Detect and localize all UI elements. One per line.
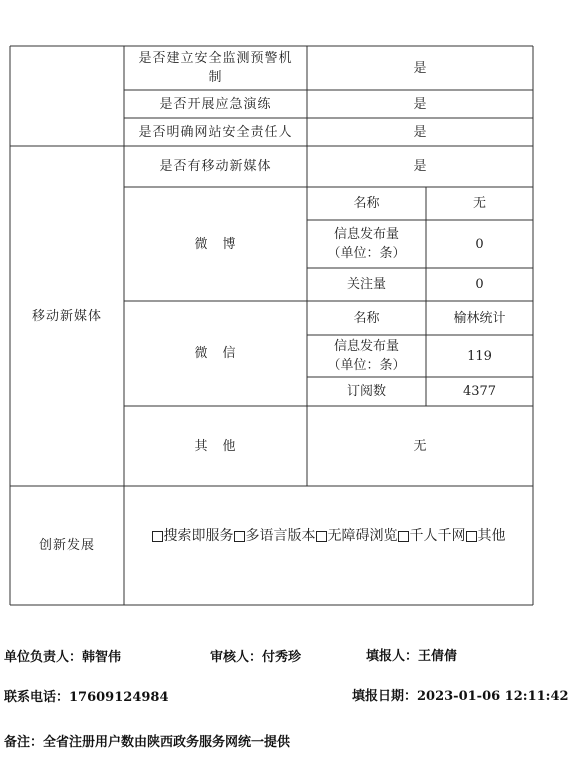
option-label: 无障碍浏览	[327, 527, 398, 544]
option-search-service[interactable]	[152, 527, 234, 546]
other-value: 无	[413, 438, 427, 454]
wechat-posts-label	[307, 335, 426, 377]
weibo-posts-label	[307, 220, 426, 268]
option-label: 搜索即服务	[163, 527, 234, 544]
checkbox-icon	[234, 531, 245, 542]
weibo-posts-label-line2: （单位：条）	[327, 246, 406, 261]
warning-value: 是	[413, 60, 427, 76]
innovation-option-row	[152, 527, 506, 546]
wechat-name-value: 榆林统计	[453, 310, 506, 326]
weibo-posts-label-line1: 信息发布量	[333, 227, 399, 242]
media-group-label: 移动新媒体	[31, 308, 102, 324]
drill-value: 是	[413, 96, 427, 112]
wechat-posts-label-line2: （单位：条）	[327, 358, 406, 373]
option-multilingual[interactable]	[234, 527, 316, 546]
checkbox-icon	[152, 531, 163, 542]
checkbox-icon	[398, 531, 409, 542]
option-label: 多语言版本	[245, 527, 316, 544]
weibo-follow-label: 关注量	[346, 277, 386, 292]
fill-date: 填报日期：2023-01-06 12:11:42	[352, 689, 569, 704]
innovation-label: 创新发展	[38, 538, 95, 553]
option-label: 其他	[477, 527, 506, 544]
contact-phone: 联系电话：17609124984	[4, 690, 169, 705]
warning-label: 是否建立安全监测预警机制	[138, 51, 293, 85]
option-other[interactable]	[466, 527, 506, 546]
option-accessibility[interactable]	[316, 527, 398, 546]
weibo-label: 微 博	[194, 236, 237, 252]
other-label: 其 他	[194, 438, 237, 454]
wechat-subs-label: 订阅数	[346, 384, 386, 399]
wechat-name-label: 名称	[353, 310, 380, 326]
checkbox-icon	[466, 531, 477, 542]
wechat-subs-value: 4377	[462, 384, 497, 399]
drill-label: 是否开展应急演练	[159, 96, 272, 112]
filler: 填报人：王倩倩	[366, 649, 458, 664]
unit-head: 单位负责人：韩智伟	[4, 650, 122, 665]
weibo-follow-value: 0	[475, 277, 484, 292]
weibo-name-value: 无	[472, 196, 486, 211]
reviewer: 审核人：付秀珍	[210, 650, 302, 665]
weibo-posts-value: 0	[475, 236, 484, 252]
wechat-posts-label-line1: 信息发布量	[333, 339, 399, 354]
responsible-label: 是否明确网站安全责任人	[138, 124, 293, 140]
option-personalized[interactable]	[398, 527, 466, 546]
wechat-label: 微 信	[194, 346, 237, 361]
wechat-posts-value: 119	[467, 348, 492, 364]
has-media-label: 是否有移动新媒体	[159, 159, 272, 174]
checkbox-icon	[316, 531, 327, 542]
option-label: 千人千网	[409, 527, 466, 544]
weibo-name-label: 名称	[353, 196, 380, 211]
responsible-value: 是	[413, 124, 427, 140]
has-media-value: 是	[413, 159, 427, 174]
innovation-options	[124, 486, 533, 586]
note: 备注：全省注册用户数由陕西政务服务网统一提供	[4, 735, 291, 750]
